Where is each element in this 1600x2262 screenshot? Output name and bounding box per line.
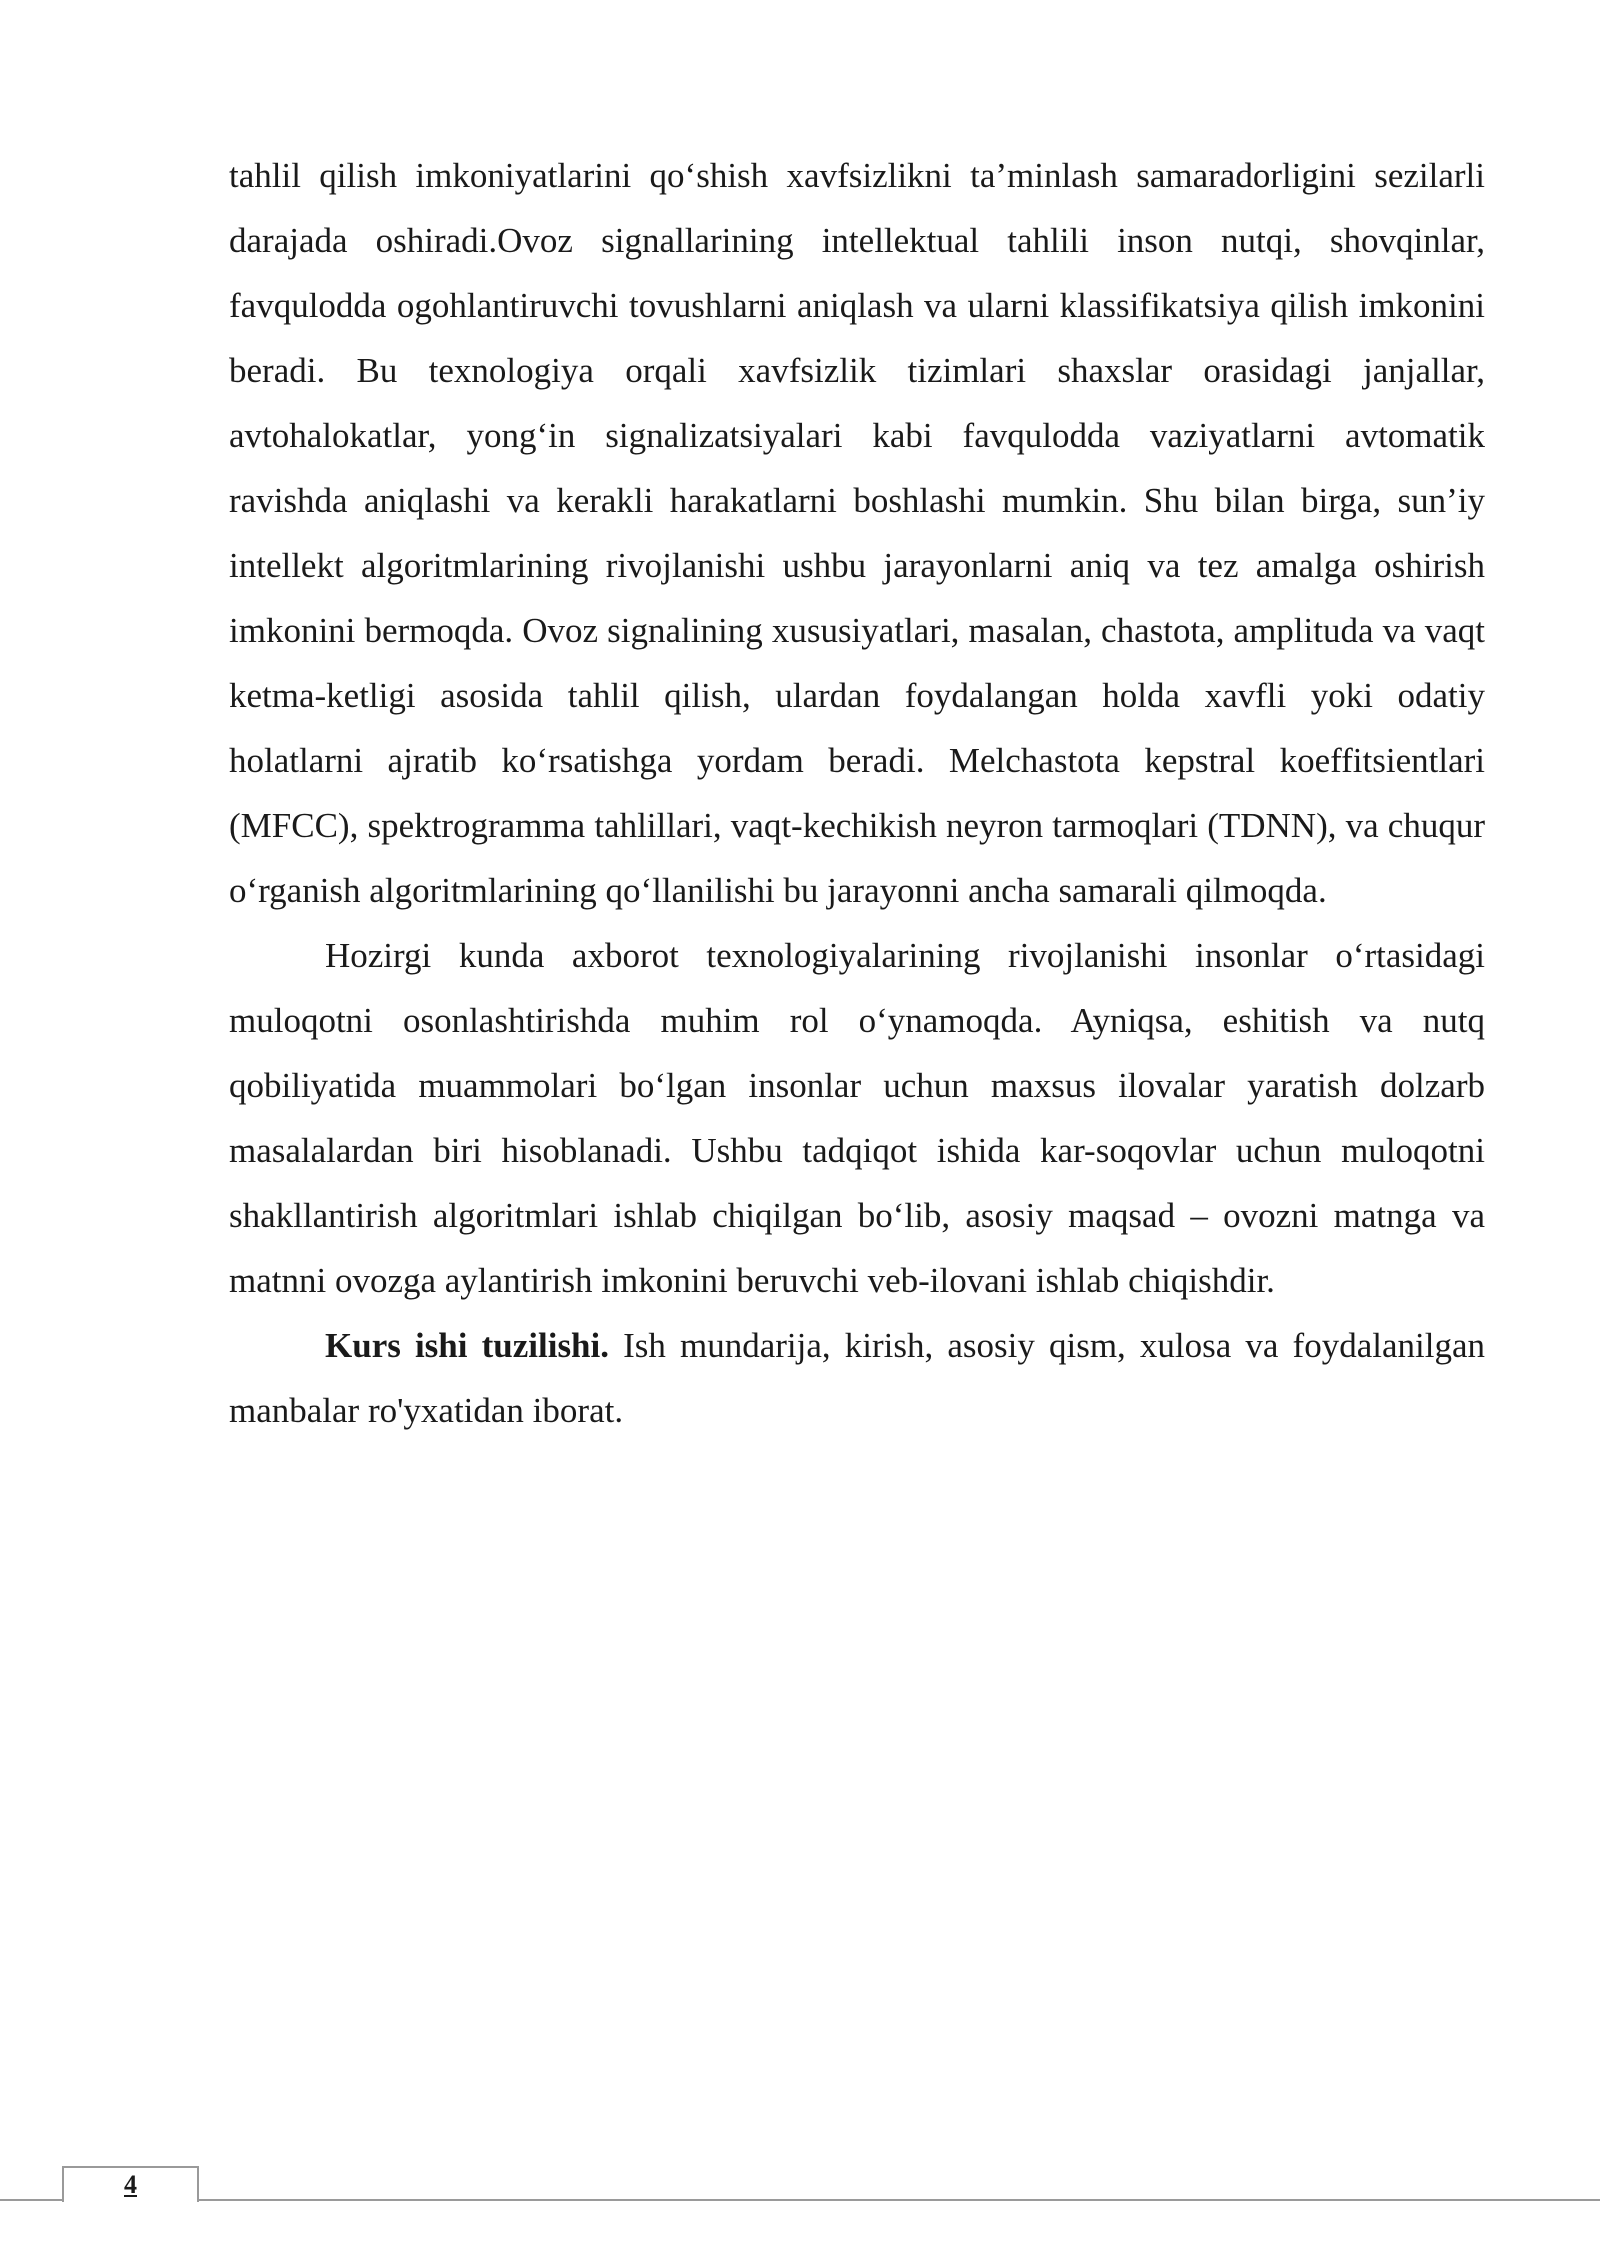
section-heading-inline: Kurs ishi tuzilishi. — [325, 1326, 609, 1365]
footer-rule — [0, 2199, 1600, 2201]
paragraph-1 — [229, 143, 1485, 923]
paragraph-2-text: Hozirgi kunda axborot texnologiyalarining rivojlanishi insonlar o‘rtasidagi muloqotni osonlashtirishda muhim rol o‘ynamoqda. Ayniqsa, eshitish va nutq qobiliyatida muammolari bo‘lgan insonlar uchun maxsus ilovalar yaratish dolzarb masalalardan biri hisoblanadi. Ushbu tadqiqot ishida kar-soqovlar uchun muloqotni shakllantirish algoritmlari ishlab chiqilgan bo‘lib, asosiy maqsad – ovozni matnga va matnni ovozga aylantirish imkonini beruvchi veb-ilovani ishlab chiqishdir. — [229, 936, 1485, 1300]
page-number-tab — [62, 2166, 199, 2202]
document-body — [229, 143, 1485, 1443]
page-number: 4 — [124, 2170, 137, 2199]
paragraph-2 — [229, 923, 1485, 1313]
paragraph-3-text: Ish mundarija, kirish, asosiy qism, xulosa va foydalanilgan manbalar ro'yxatidan iborat. — [229, 1326, 1485, 1430]
paragraph-1-text: tahlil qilish imkoniyatlarini qo‘shish xavfsizlikni ta’minlash samaradorligini sezilarli darajada oshiradi.Ovoz signallarining intellektual tahlili inson nutqi, shovqinlar, favqulodda ogohlantiruvchi tovushlarni aniqlash va ularni klassifikatsiya qilish imkonini beradi. Bu texnologiya orqali xavfsizlik tizimlari shaxslar orasidagi janjallar, avtohalokatlar, yong‘in signalizatsiyalari kabi favqulodda vaziyatlarni avtomatik ravishda aniqlashi va kerakli harakatlarni boshlashi mumkin. Shu bilan birga, sun’iy intellekt algoritmlarining rivojlanishi ushbu jarayonlarni aniq va tez amalga oshirish imkonini bermoqda. Ovoz signalining xususiyatlari, masalan, chastota, amplituda va vaqt ketma-ketligi asosida tahlil qilish, ulardan foydalangan holda xavfli yoki odatiy holatlarni ajratib ko‘rsatishga yordam beradi. Melchastota kepstral koeffitsientlari (MFCC), spektrogramma tahlillari, vaqt-kechikish neyron tarmoqlari (TDNN), va chuqur o‘rganish algoritmlarining qo‘llanilishi bu jarayonni ancha samarali qilmoqda. — [229, 156, 1485, 910]
paragraph-3 — [229, 1313, 1485, 1443]
